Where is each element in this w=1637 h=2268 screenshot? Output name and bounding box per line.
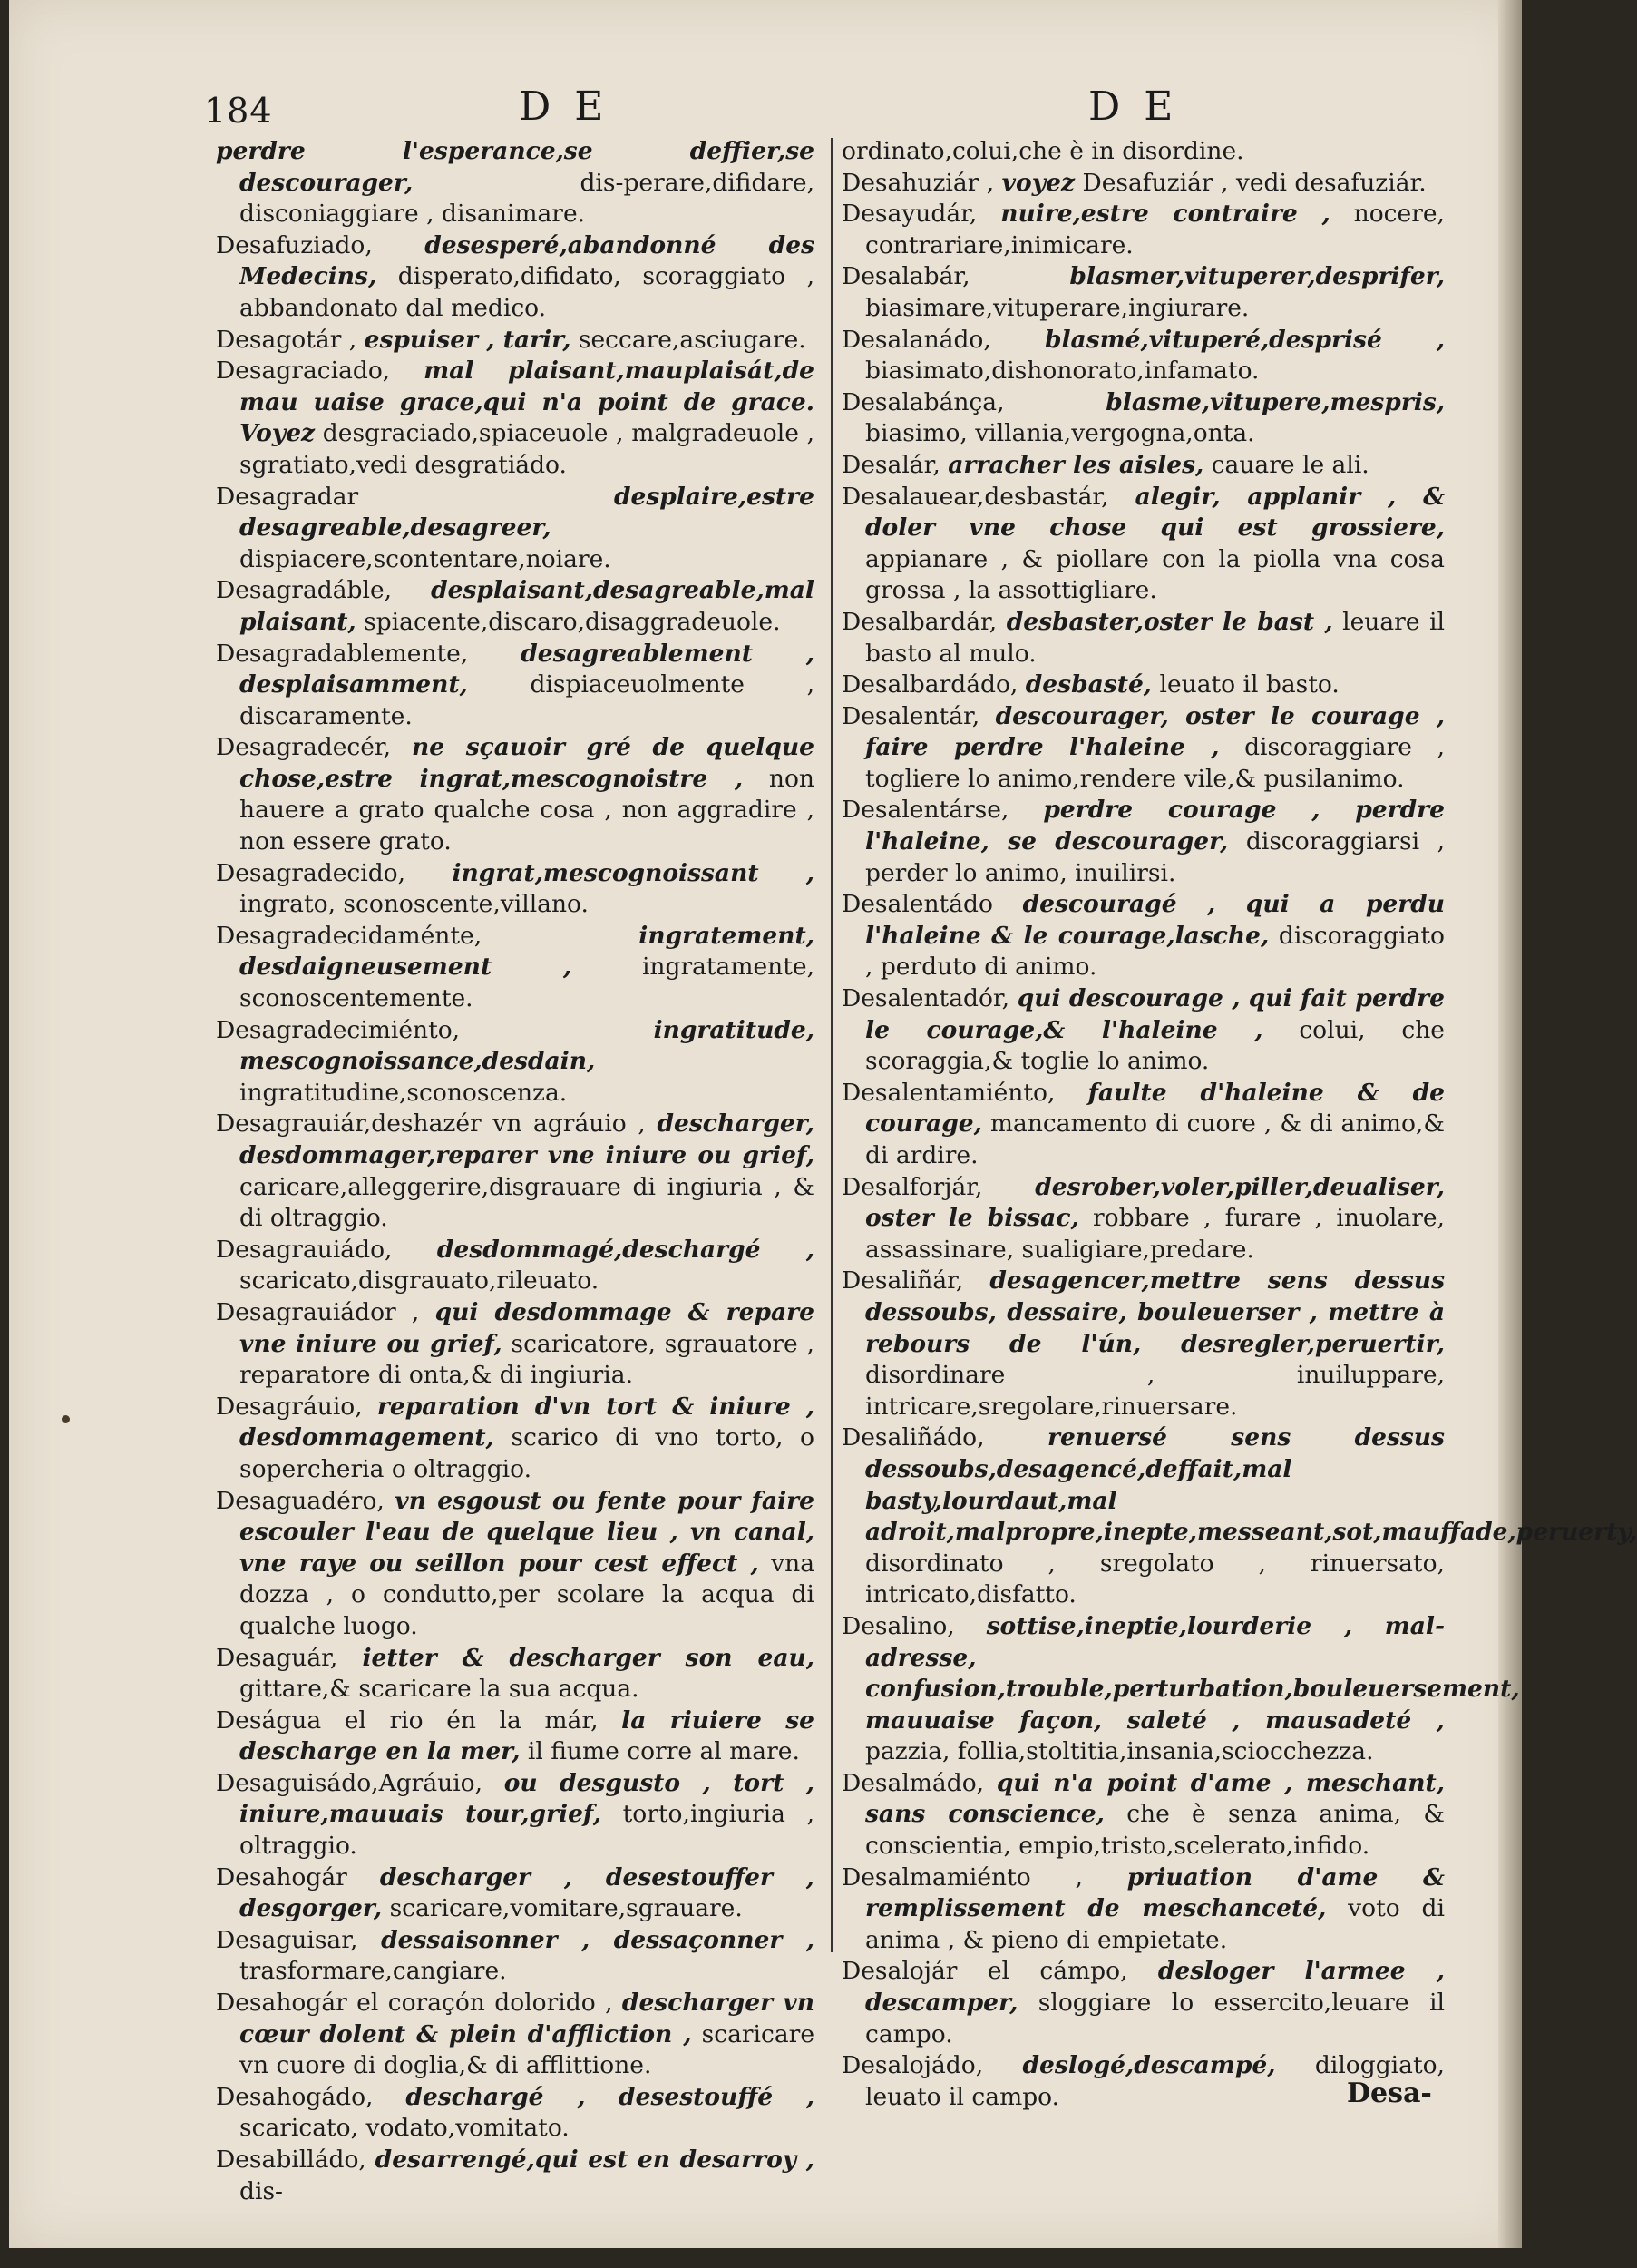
dictionary-entry [216,1297,814,1392]
headword: Desahogár [216,1862,347,1892]
french-gloss: desrober,voler,piller,deualiser, oster le bissac, [865,1172,1445,1233]
italian-gloss: cauare le ali. [1211,450,1369,479]
dictionary-entry [842,261,1445,324]
dictionary-entry [842,701,1445,796]
italian-gloss: voto di anima , & pieno di empietate. [865,1894,1445,1954]
italian-gloss: biasimare,vituperare,ingiurare. [865,293,1250,322]
french-gloss: descharger vn cœur dolent & plein d'affliction , [239,1989,814,2048]
dictionary-entry [842,1862,1445,1957]
italian-gloss: trasformare,cangiare. [239,1957,507,1986]
italian-gloss: discoraggiarsi , perder lo animo, inuilirsi. [865,827,1445,887]
headword: Desaguisádo,Agráuio, [216,1768,483,1797]
french-gloss: desdommagé,deschargé , [436,1235,814,1264]
french-gloss: sottise,ineptie,lourderie , mal-adresse, confusion,trouble,perturbation,bouleuersement, mauuaise façon, saleté , mausadeté , [865,1611,1520,1735]
italian-gloss: pazzia, follia,stoltitia,insania,sciocchezza. [865,1737,1374,1766]
italian-gloss: leuare il basto al mulo. [865,607,1445,668]
dictionary-entry [216,1706,814,1768]
italian-gloss: biasimo, villania,vergogna,onta. [865,419,1255,448]
french-gloss: blasmer,vituperer,desprifer, [1069,262,1445,291]
headword: Desahogár el coraçón dolorido , [216,1989,613,2018]
italian-gloss: colui, che scoraggia,& toglie lo animo. [865,1015,1445,1076]
french-gloss: nuire,estre contraire , [1000,200,1330,229]
italian-gloss: scaricare vn cuore di doglia,& di afflittione. [239,2019,814,2080]
dictionary-entry [216,1643,814,1706]
dictionary-entry [216,1015,814,1110]
french-gloss: desbasté, [1025,670,1153,699]
dictionary-entry [216,136,814,230]
dictionary-entry [216,921,814,1015]
dictionary-entry [842,1266,1445,1422]
french-gloss: descourager, oster le courage , faire perdre l'haleine , [865,701,1445,762]
italian-gloss: scaricatore, sgrauatore , reparatore di onta,& di ingiuria. [239,1329,814,1390]
headword: Desalentárse, [842,796,1009,825]
italian-gloss: che è senza anima, & conscientia, empio,tristo,scelerato,infido. [865,1800,1445,1861]
headword: Desalanádo, [842,325,991,354]
right-column [842,136,1637,2113]
french-gloss: desagreablement , desplaisamment, [239,639,814,699]
italian-gloss: seccare,asciugare. [578,325,806,354]
italian-gloss: dis- [239,2176,283,2205]
french-gloss: desesperé,abandonné des Medecins, [239,230,814,291]
headword: Desagradáble, [216,576,393,605]
dictionary-entry [842,136,1445,168]
french-gloss: desplaire,estre desagreable,desagreer, [239,482,814,543]
dictionary-entry [842,1172,1445,1266]
french-gloss: perdre l'esperance,se deffier,se descourager, [216,137,814,197]
italian-gloss: ingratitudine,sconoscenza. [239,1078,568,1107]
headword: Desalojádo, [842,2051,984,2080]
dictionary-entry [842,1422,1637,1611]
french-gloss: desarrengé,qui est en desarroy , [375,2146,814,2174]
headword: Desalojár el cámpo, [842,1957,1128,1986]
french-gloss: blasmé,vituperé,desprisé , [1044,325,1445,354]
catchword: Desa- [1347,2077,1432,2109]
french-gloss: priuation d'ame & remplissement de meschanceté, [865,1862,1445,1923]
french-gloss: desplaisant,desagreable,mal plaisant, [239,576,814,636]
french-gloss: reparation d'vn tort & iniure , desdommagement, [239,1392,814,1452]
french-gloss: ou desgusto , tort , iniure,mauuais tour,grief, [239,1768,814,1829]
headword: Desalmádo, [842,1768,985,1797]
headword: Desagradecér, [216,733,392,762]
italian-gloss: mancamento di cuore , & di animo,& di ardire. [865,1110,1445,1169]
dictionary-entry [216,639,814,733]
french-gloss: descharger , desestouffer , desgorger, [239,1862,814,1923]
headword: Desalár, [842,450,940,479]
dictionary-entry [842,607,1445,670]
dictionary-entry [216,575,814,638]
dictionary-entry [842,199,1445,261]
italian-gloss: discoraggiare , togliere lo animo,rendere vile,& pusilanimo. [865,733,1445,793]
headword: Desagráuio, [216,1392,363,1421]
dictionary-entry [216,2145,814,2207]
headword: Desafuziado, [216,230,373,259]
italian-gloss: torto,ingiuria , oltraggio. [239,1800,815,1861]
french-gloss: blasme,vitupere,mespris, [1106,387,1445,416]
french-gloss: perdre courage , perdre l'haleine, se descourager, [865,796,1445,856]
french-gloss: ingratitude, mescognoissance,desdain, [239,1015,814,1076]
dictionary-entry [842,1956,1445,2050]
dictionary-entry [842,168,1445,200]
italian-gloss: scaricato, vodato,vomitato. [239,2114,570,2143]
running-head-left: D E [519,83,609,130]
headword: Desalforjár, [842,1172,983,1201]
headword: Desalentár, [842,701,980,730]
french-gloss: deschargé , desestouffé , [405,2082,814,2111]
french-gloss: ingratement, desdaigneusement , [239,921,814,982]
italian-gloss: dispiaceuolmente , discaramente. [239,670,814,730]
italian-gloss: ordinato,colui,che è in disordine. [842,137,1244,165]
headword: Desagradar [216,482,359,511]
column-divider [831,138,833,1952]
french-gloss: ingrat,mescognoissant , [452,858,814,887]
headword: Desagrauiádo, [216,1235,393,1264]
headword: Desaguár, [216,1643,338,1672]
french-gloss: dessaisonner , dessaçonner , [381,1925,814,1954]
headword: Desalauear,desbastár, [842,482,1109,511]
headword: Desalentamiénto, [842,1078,1056,1107]
italian-gloss: non hauere a grato qualche cosa , non aggradire , non essere grato. [239,764,814,856]
italian-gloss: Desafuziár , vedi desafuziár. [1082,168,1427,197]
headword: Desalentádo [842,890,993,919]
headword: Desagrauiádor , [216,1297,420,1326]
italian-gloss: dispiacere,scontentare,noiare. [239,544,611,573]
dictionary-entry [216,1925,814,1988]
headword: Desahogádo, [216,2082,374,2111]
dictionary-entry [842,387,1445,450]
dictionary-entry [842,983,1445,1078]
dictionary-entry [842,1078,1445,1172]
headword: Desalbardár, [842,607,998,636]
italian-gloss: sloggiare lo essercito,leuare il campo. [865,1989,1445,2048]
dictionary-entry [216,230,814,325]
french-gloss: desagencer,mettre sens dessus dessoubs, dessaire, bouleuerser , mettre à rebours de l'ún, desregler,peruertir, [865,1266,1445,1358]
headword: Desalabánça, [842,387,1005,416]
dictionary-entry [216,1988,814,2082]
dictionary-entry [216,1768,814,1862]
dictionary-entry [842,482,1445,607]
french-gloss: la riuiere se descharge en la mer, [239,1706,814,1766]
dictionary-entry [842,795,1445,889]
headword: Desagradecidaménte, [216,921,482,950]
italian-gloss: caricare,alleggerire,disgrauare di ingiuria , & di oltraggio. [239,1172,814,1233]
italian-gloss: nocere, contrariare,inimicare. [865,200,1445,259]
dictionary-entry [216,1486,814,1643]
italian-gloss: scaricato,disgrauato,rileuato. [239,1266,599,1295]
italian-gloss: robbare , furare , inuolare, assassinare, sualigiare,predare. [865,1204,1445,1264]
dictionary-entry [216,356,814,481]
dictionary-entry [216,325,814,357]
headword: Desagotár , [216,325,357,354]
french-gloss: descharger, desdommager,reparer vne iniure ou grief, [239,1110,814,1169]
italian-gloss: diloggiato, leuato il campo. [865,2051,1445,2111]
headword: Desaliñádo, [842,1423,985,1452]
french-gloss: espuiser , tarir, [364,325,571,354]
headword: Desagraciado, [216,357,391,386]
headword: Desagradecimiénto, [216,1015,461,1044]
italian-gloss: biasimato,dishonorato,infamato. [865,357,1260,386]
french-gloss: descouragé , qui a perdu l'haleine & le courage,lasche, [865,890,1445,950]
french-gloss: arracher les aisles, [948,450,1204,479]
dictionary-entry [842,450,1445,482]
italian-gloss: appianare , & piollare con la piolla vna cosa grossa , la assottigliare. [865,544,1445,605]
italian-gloss: spiacente,discaro,disaggradeuole. [364,607,781,636]
french-gloss: desbaster,oster le bast , [1006,607,1333,636]
page-number: 184 [204,91,273,131]
dictionary-entry [216,482,814,576]
dictionary-entry [216,1392,814,1486]
french-gloss: ietter & descharger son eau, [362,1643,814,1672]
headword: Desagradecido, [216,858,406,887]
french-gloss: renuersé sens dessus dessoubs,desagencé,deffait,mal basty,lourdaut,mal adroit,malpropre,inepte,messeant,sot,mauffade,peruerty, [865,1423,1637,1547]
french-gloss: ne sçauoir gré de quelque chose,estre ingrat,mescognoistre , [239,733,814,793]
headword: Desagradablemente, [216,639,469,668]
dictionary-entry [216,732,814,857]
italian-gloss: disperato,difidato, scoraggiato , abbandonato dal medico. [239,262,814,322]
french-gloss: mal plaisant,mauplaisát,de mau uaise grace,qui n'a point de grace. Voyez [239,357,814,448]
headword: Desahuziár , [842,168,995,197]
italian-gloss: disordinare , inuiluppare, intricare,sregolare,rinuersare. [865,1361,1445,1421]
headword: Desaguadéro, [216,1486,385,1515]
italian-gloss: ingrato, sconoscente,villano. [239,890,589,919]
book-page [9,0,1637,2248]
italian-gloss: scarico di vno torto, o sopercheria o oltraggio. [239,1423,814,1483]
italian-gloss: desgraciado,spiaceuole , malgradeuole , sgratiato,vedi desgratiádo. [239,419,814,479]
french-gloss: qui n'a point d'ame , meschant, sans conscience, [865,1768,1445,1829]
french-gloss: faulte d'haleine & de courage, [865,1078,1445,1139]
headword: Desabilládo, [216,2146,366,2174]
french-gloss: vn esgoust ou fente pour faire escouler l'eau de quelque lieu , vn canal, vne raye ou seillon pour cest effect , [239,1486,814,1578]
running-head-right: D E [1088,83,1179,130]
headword: Desagrauiár,deshazér vn agráuio , [216,1110,646,1139]
italian-gloss: dis-perare,difidare, disconiaggiare , disanimare. [239,168,814,229]
headword: Desalbardádo, [842,670,1018,699]
french-gloss: voyez [1001,168,1076,197]
headword: Desalino, [842,1611,955,1640]
dictionary-entry [842,325,1445,387]
dictionary-entry [216,1862,814,1925]
dictionary-entry [216,1109,814,1234]
italian-gloss: vna dozza , o condutto,per scolare la acqua di qualche luogo. [239,1549,814,1640]
headword: Desalabár, [842,262,970,291]
dictionary-entry [216,1235,814,1297]
french-gloss: deslogé,descampé, [1022,2051,1276,2080]
headword: Desaliñár, [842,1266,964,1295]
italian-gloss: leuato il basto. [1159,670,1340,699]
dictionary-entry [842,1611,1520,1768]
dictionary-entry [842,1768,1445,1862]
italian-gloss: discoraggiato , perduto di animo. [865,921,1445,982]
dictionary-entry [842,889,1445,983]
headword: Desalmamiénto , [842,1862,1083,1892]
french-gloss: qui descourage , qui fait perdre le courage,& l'haleine , [865,984,1445,1044]
headword: Desalentadór, [842,984,1010,1013]
french-gloss: alegir, applanir , & doler vne chose qui est grossiere, [865,482,1445,543]
page-gutter [1498,0,1522,2248]
ink-stain [62,1415,70,1423]
headword: Desaguisar, [216,1925,358,1954]
italian-gloss: gittare,& scaricare la sua acqua. [239,1675,639,1704]
dictionary-entry [216,2082,814,2145]
dictionary-entry [842,670,1445,701]
headword: Deságua el rio én la már, [216,1706,599,1735]
italian-gloss: il fiume corre al mare. [527,1737,800,1766]
french-gloss: desloger l'armee , descamper, [865,1957,1445,2018]
italian-gloss: disordinato , sregolato , rinuersato, intricato,disfatto. [865,1549,1445,1609]
italian-gloss: ingratamente, sconoscentemente. [239,953,814,1013]
french-gloss: qui desdommage & repare vne iniure ou grief, [239,1297,814,1358]
left-column [216,136,814,2207]
headword: Desayudár, [842,200,978,229]
dictionary-entry [216,858,814,921]
italian-gloss: scaricare,vomitare,sgrauare. [389,1894,743,1923]
